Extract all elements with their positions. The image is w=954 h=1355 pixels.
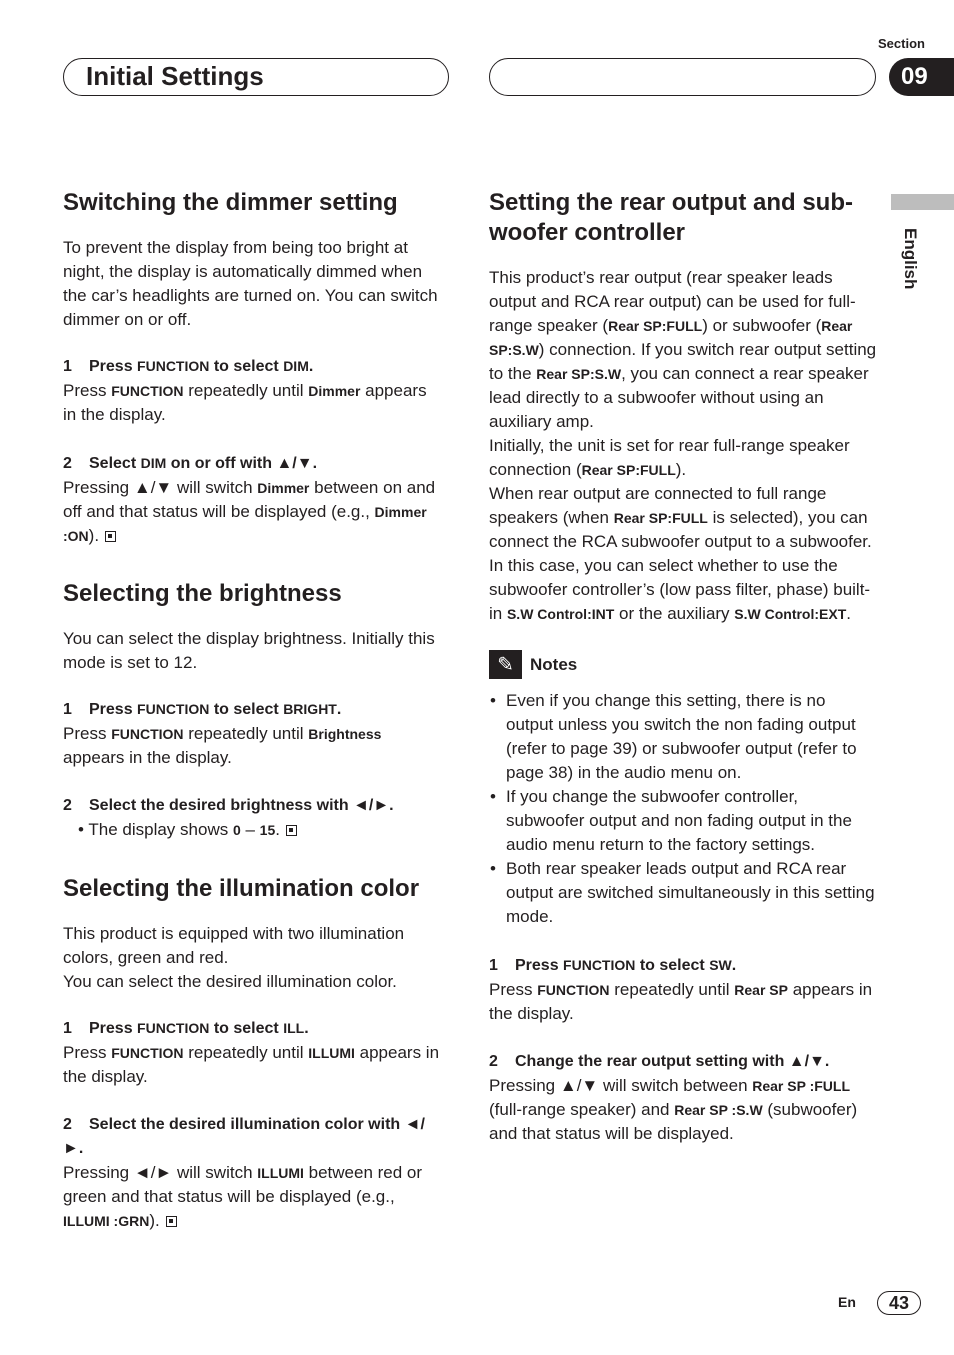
note-item: • Even if you change this setting, there is no output unless you switch the non fading output (refer to page 39) or subwoofer output (refer to page 38) in the audio menu on. (489, 689, 877, 785)
rear-step1: 1 Press FUNCTION to select SW. (489, 957, 737, 974)
illumination-step1-body: Press FUNCTION repeatedly until ILLUMI appears in the display. (63, 1043, 440, 1086)
page-title: Initial Settings (86, 61, 264, 91)
dimmer-intro: To prevent the display from being too bright at night, the display is automatically dimmed when the car’s headlights are turned on. You can switch dimmer on or off. (63, 238, 438, 329)
footer-language: En (838, 1294, 856, 1310)
dimmer-step1: 1 Press FUNCTION to select DIM. (63, 358, 314, 375)
illumination-step2-body: Pressing ◄/► will switch ILLUMI between red or green and that status will be displayed (e.g., ILLUMI :GRN). (63, 1163, 423, 1230)
notes-list (489, 689, 877, 929)
header-blank-frame (489, 58, 876, 96)
rear-output-section (489, 188, 877, 1146)
rear-heading: Setting the rear output and sub-woofer controller (489, 189, 853, 246)
brightness-step1-body: Press FUNCTION repeatedly until Brightness appears in the display. (63, 724, 382, 767)
end-mark-icon (286, 825, 297, 836)
illumination-section (63, 874, 443, 1233)
brightness-step2: 2 Select the desired brightness with ◄/►. (63, 797, 394, 814)
dimmer-step2: 2 Select DIM on or off with ▲/▼. (63, 455, 318, 472)
rear-paragraph1: This product’s rear output (rear speaker leads output and RCA rear output) can be used for full-range speaker (Rear SP:FULL) or subwoofer (Rear SP:S.W) connection. If you switch rear output setting to the Rear SP:S.W, you can connect a rear speaker lead directly to a subwoofer without using an auxiliary amp. (489, 268, 877, 431)
brightness-bullet: • The display shows 0 – 15. (63, 818, 443, 842)
page-number: 43 (877, 1291, 921, 1315)
rear-step2: 2 Change the rear output setting with ▲/▼. (489, 1053, 830, 1070)
illumination-step2: 2 Select the desired illumination color with ◄/►. (63, 1116, 425, 1157)
brightness-section (63, 579, 443, 842)
end-mark-icon (105, 531, 116, 542)
section-number-tab: 09 (889, 58, 954, 96)
rear-step1-body: Press FUNCTION repeatedly until Rear SP appears in the display. (489, 980, 873, 1023)
language-label: English (901, 228, 920, 290)
dimmer-step1-body: Press FUNCTION repeatedly until Dimmer appears in the display. (63, 381, 427, 424)
illumination-intro: This product is equipped with two illumination colors, green and red. (63, 924, 405, 967)
illumination-intro2: You can select the desired illumination color. (63, 972, 397, 991)
illumination-heading: Selecting the illumination color (63, 875, 420, 902)
dimmer-section (63, 188, 443, 548)
illumination-step1: 1 Press FUNCTION to select ILL. (63, 1020, 309, 1037)
language-tab-bar (891, 194, 954, 210)
dimmer-step2-body: Pressing ▲/▼ will switch Dimmer between on and off and that status will be displayed (e.g., Dimmer :ON). (63, 478, 436, 545)
rear-paragraph3: When rear output are connected to full range speakers (when Rear SP:FULL is selected), you can connect the RCA subwoofer output to a subwoofer. In this case, you can select whether to use the subwoofer controller’s (low pass filter, phase) built-in S.W Control:INT or the auxiliary S.W Control:EXT. (489, 484, 872, 623)
brightness-heading: Selecting the brightness (63, 580, 342, 607)
notes-title: Notes (530, 654, 578, 674)
notes-header (489, 650, 877, 679)
section-label: Section (878, 36, 925, 51)
brightness-step1: 1 Press FUNCTION to select BRIGHT. (63, 701, 342, 718)
end-mark-icon (166, 1216, 177, 1227)
note-item: • If you change the subwoofer controller, subwoofer output and non fading output in the audio menu return to the factory settings. (489, 785, 877, 857)
rear-step2-body: Pressing ▲/▼ will switch between Rear SP :FULL (full-range speaker) and Rear SP :S.W (subwoofer) and that status will be displayed. (489, 1076, 858, 1143)
pencil-note-icon: ✎ (489, 650, 522, 679)
rear-paragraph2: Initially, the unit is set for rear full-range speaker connection (Rear SP:FULL). (489, 436, 850, 479)
note-item: • Both rear speaker leads output and RCA rear output are switched simultaneously in this setting mode. (489, 857, 877, 929)
dimmer-heading: Switching the dimmer setting (63, 189, 398, 216)
brightness-intro: You can select the display brightness. Initially this mode is set to 12. (63, 629, 435, 672)
